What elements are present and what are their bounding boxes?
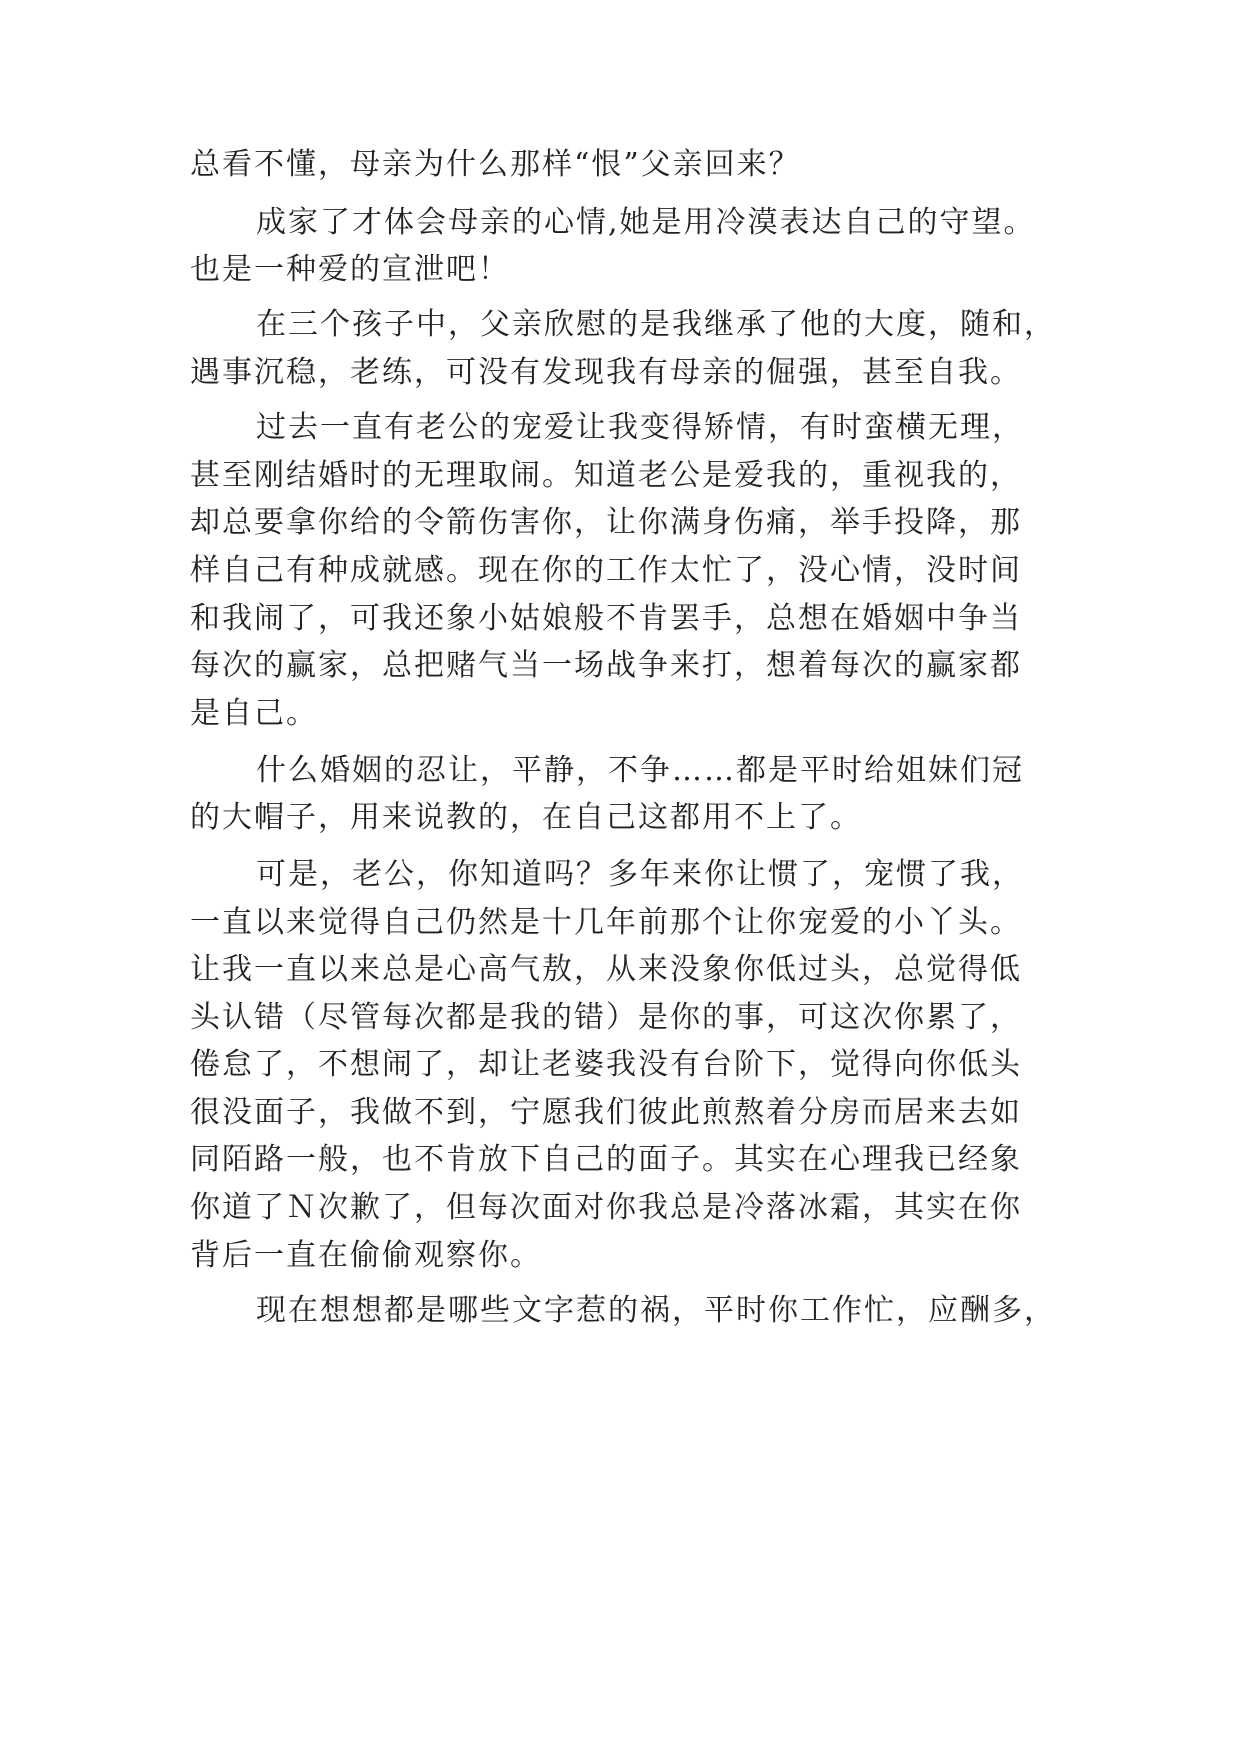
paragraph-first-line: 什么婚姻的忍让，平静，不争……都是平时给姐妹们冠 [256, 753, 1024, 788]
text-line: 每次的赢家，总把赌气当一场战争来打，想着每次的赢家都 [190, 648, 1022, 683]
text-line: 也是一种爱的宣泄吧！ [190, 252, 510, 287]
text-line: 是自己。 [190, 696, 318, 731]
text-line: 头认错（尽管每次都是我的错）是你的事，可这次你累了， [190, 1000, 1022, 1035]
text-line: 同陌路一般，也不肯放下自己的面子。其实在心理我已经象 [190, 1142, 1022, 1177]
paragraph-first-line: 在三个孩子中，父亲欣慰的是我继承了他的大度，随和， [256, 307, 1056, 342]
text-line: 甚至刚结婚时的无理取闹。知道老公是爱我的，重视我的， [190, 458, 1022, 493]
text-line: 的大帽子，用来说教的，在自己这都用不上了。 [190, 800, 862, 835]
text-line: 遇事沉稳，老练，可没有发现我有母亲的倔强，甚至自我。 [190, 355, 1022, 390]
paragraph-first-line: 成家了才体会母亲的心情,她是用冷漠表达自己的守望。 [256, 205, 1036, 240]
text-line: 却总要拿你给的令箭伤害你，让你满身伤痛，举手投降，那 [190, 505, 1022, 540]
text-line: 很没面子，我做不到，宁愿我们彼此煎熬着分房而居来去如 [190, 1095, 1022, 1130]
text-line: 背后一直在偷偷观察你。 [190, 1238, 542, 1273]
text-line: 倦怠了，不想闹了，却让老婆我没有台阶下，觉得向你低头 [190, 1047, 1022, 1082]
paragraph-first-line: 现在想想都是哪些文字惹的祸，平时你工作忙，应酬多， [256, 1293, 1056, 1328]
text-line: 让我一直以来总是心高气敖，从来没象你低过头，总觉得低 [190, 952, 1022, 987]
paragraph-first-line: 过去一直有老公的宠爱让我变得矫情，有时蛮横无理， [256, 410, 1024, 445]
text-line: 样自己有种成就感。现在你的工作太忙了，没心情，没时间 [190, 553, 1022, 588]
text-line: 总看不懂，母亲为什么那样“恨”父亲回来？ [190, 147, 801, 182]
text-line: 和我闹了，可我还象小姑娘般不肯罢手，总想在婚姻中争当 [190, 601, 1022, 636]
paragraph-first-line: 可是，老公，你知道吗？多年来你让惯了，宠惯了我， [256, 857, 1024, 892]
text-line: 你道了Ｎ次歉了，但每次面对你我总是冷落冰霜，其实在你 [190, 1190, 1022, 1225]
text-line: 一直以来觉得自己仍然是十几年前那个让你宠爱的小丫头。 [190, 905, 1022, 940]
